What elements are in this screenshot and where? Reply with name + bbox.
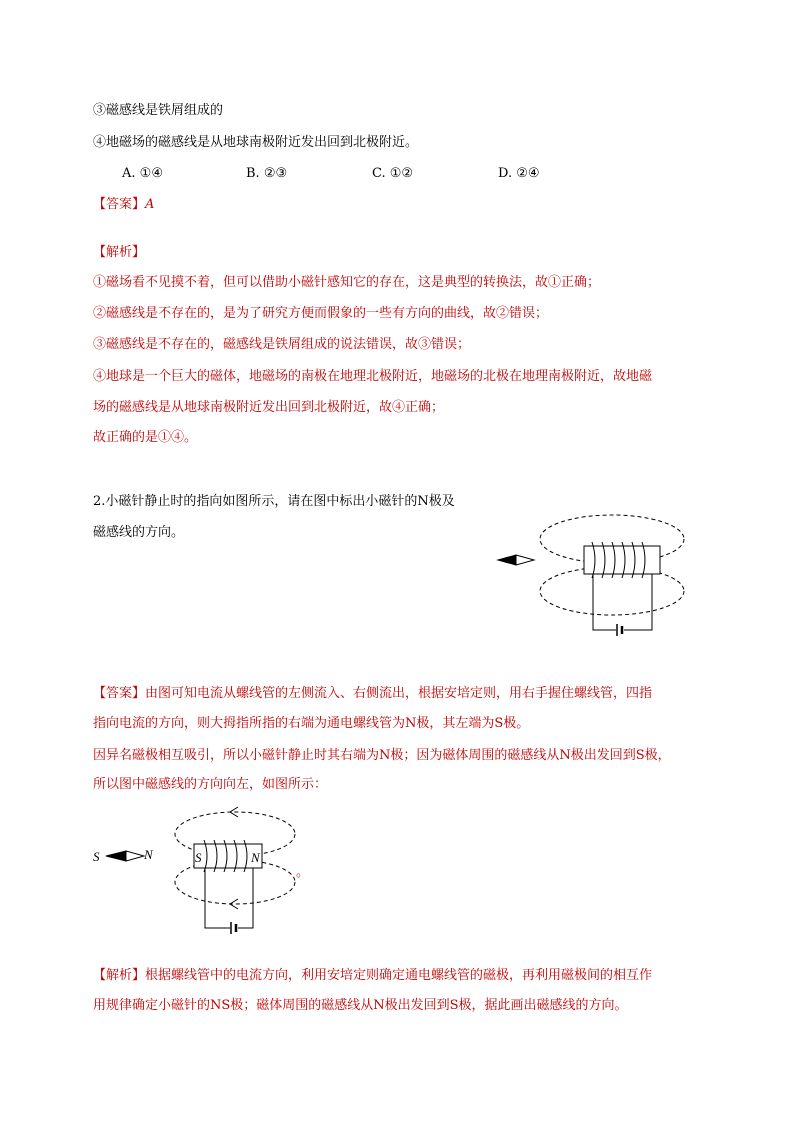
option-c [372,164,413,184]
option-d-value: ②④ [516,166,540,181]
answer-figure [90,800,320,945]
analysis-text: 根据螺线管中的电流方向，利用安培定则确定通电螺线管的磁极，再利用磁极间的相互作 [145,968,653,983]
q1-answer [93,195,154,215]
compass-needle-icon [498,555,534,565]
option-c-label: C. [372,166,386,181]
q1-analysis-line: ①磁场看不见摸不着，但可以借助小磁针感知它的存在，这是典型的转换法，故①正确； [93,275,601,290]
answer-tag: 【答案】 [93,197,146,212]
option-d-label: D. [498,166,513,181]
q2-question-line: 磁感线的方向。 [93,525,185,540]
question-figure [490,505,700,645]
compass-needle-icon [106,851,144,861]
needle-left-pole: S [93,849,100,864]
q1-analysis-line: ②磁感线是不存在的，是为了研究方便而假象的一些有方向的曲线，故②错误； [93,306,549,321]
coil-left-pole: S [195,850,202,865]
analysis-tag: 【解析】 [93,968,146,983]
figure-period: 。 [296,865,310,880]
statement-4: ④地磁场的磁感线是从地球南极附近发出回到北极附近。 [93,135,419,150]
q1-analysis-line: ④地球是一个巨大的磁体，地磁场的南极在地理北极附近，地磁场的北极在地理南极附近，故地磁 [93,369,653,384]
q1-analysis-line: ③磁感线是不存在的，磁感线是铁屑组成的说法错误，故③错误； [93,337,471,352]
battery-icon [617,624,622,636]
q1-analysis-tag: 【解析】 [93,245,146,260]
q2-analysis-line-1 [93,966,652,986]
q1-analysis-line: 故正确的是①④。 [93,430,198,445]
answer-value: A [145,197,155,212]
needle-right-pole: N [144,847,153,862]
option-a-value: ①④ [139,166,163,181]
statement-3: ③磁感线是铁屑组成的 [93,103,224,118]
option-b-value: ②③ [263,166,288,181]
option-a [122,164,163,184]
q2-answer-line: 因异名磁极相互吸引，所以小磁针静止时其右端为N极；因为磁体周围的磁感线从N极出发回到S极， [93,748,671,763]
q2-question-line: 2.小磁针静止时的指向如图所示，请在图中标出小磁针的N极及 [93,494,455,509]
answer-text: 由图可知电流从螺线管的左侧流入、右侧流出，根据安培定则，用右手握住螺线管，四指 [145,686,653,701]
answer-tag: 【答案】 [93,686,146,701]
circuit-wire [593,574,652,630]
circuit-wire [205,868,253,928]
q2-answer-line: 指向电流的方向，则大拇指所指的右端为通电螺线管为N极，其左端为S极。 [93,716,530,731]
option-b [246,164,287,184]
coil-right-pole: N [251,850,260,865]
option-d [498,164,540,184]
q1-analysis-line: 场的磁感线是从地球南极附近发出回到北极附近，故④正确； [93,400,445,415]
q2-answer-line-1 [93,684,652,704]
battery-icon [231,922,236,934]
option-b-label: B. [246,166,260,181]
option-c-value: ①② [389,166,414,181]
option-a-label: A. [122,166,136,181]
q2-answer-line: 所以图中磁感线的方向向左，如图所示： [93,777,328,792]
q2-analysis-line: 用规律确定小磁针的NS极；磁体周围的磁感线从N极出发回到S极，据此画出磁感线的方向。 [93,998,628,1013]
